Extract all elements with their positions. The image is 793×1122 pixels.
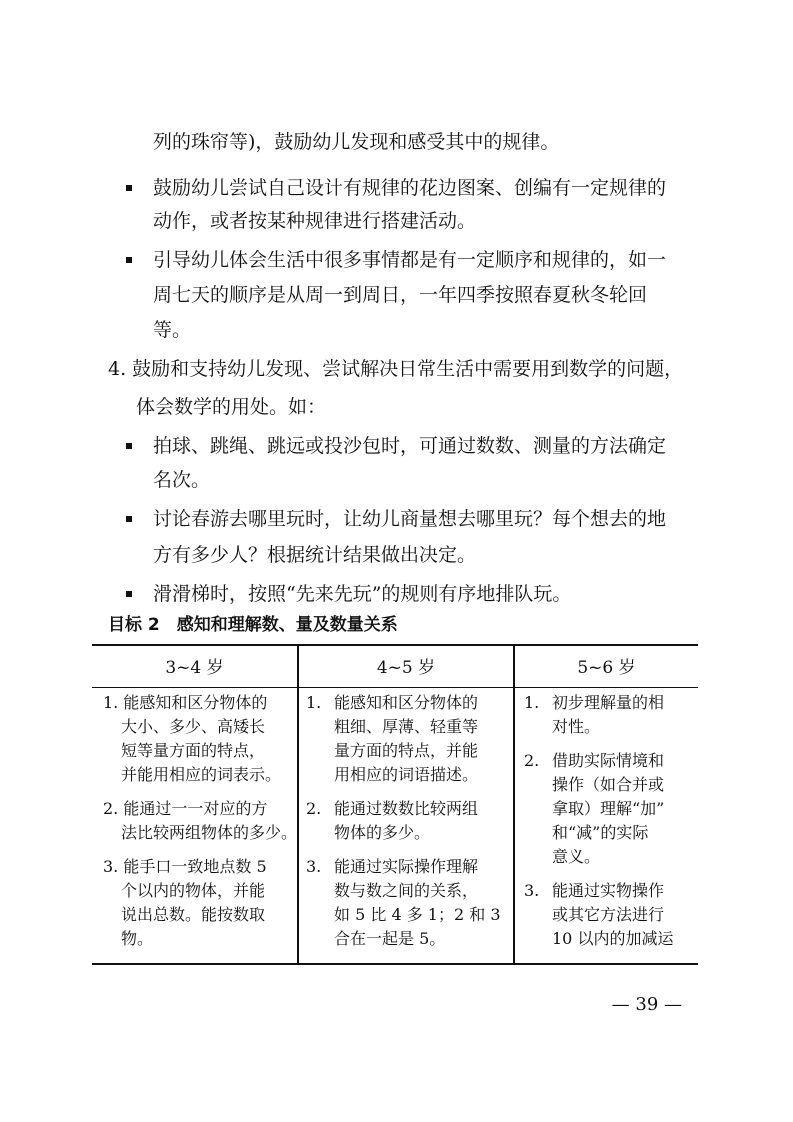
table-cell-text: 量方面的特点，并能 [334, 741, 479, 760]
table-cell-text: 对性。 [552, 717, 601, 736]
table-cell-text: 能通过实物操作 [552, 881, 665, 900]
bullet-text: 鼓励幼儿尝试自己设计有规律的花边图案、创编有一定规律的 [153, 177, 667, 199]
table-cell-text: 物。 [121, 929, 154, 948]
table-header-divider [92, 687, 698, 688]
table-cell-text: 数与数之间的关系， [334, 881, 479, 900]
table-cell-number: 1. [524, 693, 540, 712]
table-cell-text: 初步理解量的相 [552, 693, 665, 712]
table-header-age-5-6: 5~6 岁 [577, 658, 636, 678]
table-cell-text: 并能用相应的词表示。 [121, 765, 282, 784]
table-cell-number: 2. [306, 799, 322, 818]
bullet-marker [126, 443, 132, 449]
table-cell-number: 3. [306, 857, 322, 876]
bullet-marker [126, 591, 132, 597]
table-column-divider [513, 644, 515, 965]
goal-heading: 目标 2 感知和理解数、量及数量关系 [108, 615, 398, 635]
numbered-item: 体会数学的用处。如： [136, 396, 327, 418]
table-cell-text: 个以内的物体，并能 [121, 881, 266, 900]
bullet-text: 周七天的顺序是从周一到周日，一年四季按照春夏秋冬轮回 [153, 284, 648, 306]
bullet-text: 讨论春游去哪里玩时，让幼儿商量想去哪里玩？每个想去的地 [153, 508, 667, 530]
table-cell-text: 用相应的词语描述。 [334, 765, 479, 784]
bullet-text: 滑滑梯时，按照“先来先玩”的规则有序地排队玩。 [153, 583, 572, 605]
table-cell-text: 合在一起是 5。 [334, 929, 446, 948]
table-cell-text: 法比较两组物体的多少。 [121, 823, 298, 842]
table-header-age-3-4: 3~4 岁 [165, 658, 224, 678]
table-cell-text: 意义。 [552, 847, 601, 866]
table-cell-text: 短等量方面的特点， [121, 741, 266, 760]
table-cell-text: 粗细、厚薄、轻重等 [334, 717, 479, 736]
table-cell-text: 操作（如合并或 [552, 775, 665, 794]
table-cell-text: 1. 能感知和区分物体的 [103, 693, 268, 712]
bullet-text: 名次。 [153, 469, 211, 491]
table-cell-text: 物体的多少。 [334, 823, 431, 842]
table-cell-text: 和“减”的实际 [552, 823, 649, 842]
table-cell-text: 能感知和区分物体的 [334, 693, 479, 712]
table-cell-text: 2. 能通过一一对应的方 [103, 799, 268, 818]
bullet-marker [126, 257, 132, 263]
bullet-text: 动作，或者按某种规律进行搭建活动。 [153, 210, 477, 232]
body-line: 列的珠帘等)，鼓励幼儿发现和感受其中的规律。 [153, 131, 560, 153]
table-cell-text: 能通过实际操作理解 [334, 857, 479, 876]
bullet-marker [126, 185, 132, 191]
bullet-text: 方有多少人？根据统计结果做出决定。 [153, 544, 477, 566]
table-top-border [92, 644, 698, 646]
table-cell-text: 借助实际情境和 [552, 751, 665, 770]
table-cell-text: 10 以内的加减运 [552, 929, 674, 948]
table-bottom-border [92, 963, 698, 965]
table-cell-text: 说出总数。能按数取 [121, 905, 266, 924]
bullet-text: 引导幼儿体会生活中很多事情都是有一定顺序和规律的，如一 [153, 249, 667, 271]
table-cell-text: 或其它方法进行 [552, 905, 665, 924]
bullet-text: 拍球、跳绳、跳远或投沙包时，可通过数数、测量的方法确定 [153, 435, 667, 457]
table-cell-number: 3. [524, 881, 540, 900]
bullet-marker [126, 516, 132, 522]
table-header-age-4-5: 4~5 岁 [376, 658, 436, 678]
table-cell-text: 大小、多少、高矮长 [121, 717, 266, 736]
page-number: — 39 — [611, 994, 682, 1015]
table-cell-text: 拿取）理解“加” [552, 799, 665, 818]
table-column-divider [297, 644, 299, 965]
table-cell-text: 能通过数数比较两组 [334, 799, 479, 818]
table-cell-text: 如 5 比 4 多 1；2 和 3 [334, 905, 501, 924]
table-cell-text: 3. 能手口一致地点数 5 [103, 857, 267, 876]
table-cell-number: 2. [524, 751, 540, 770]
bullet-text: 等。 [153, 319, 192, 341]
numbered-item: 4. 鼓励和支持幼儿发现、尝试解决日常生活中需要用到数学的问题， [108, 358, 684, 380]
table-cell-number: 1. [306, 693, 322, 712]
